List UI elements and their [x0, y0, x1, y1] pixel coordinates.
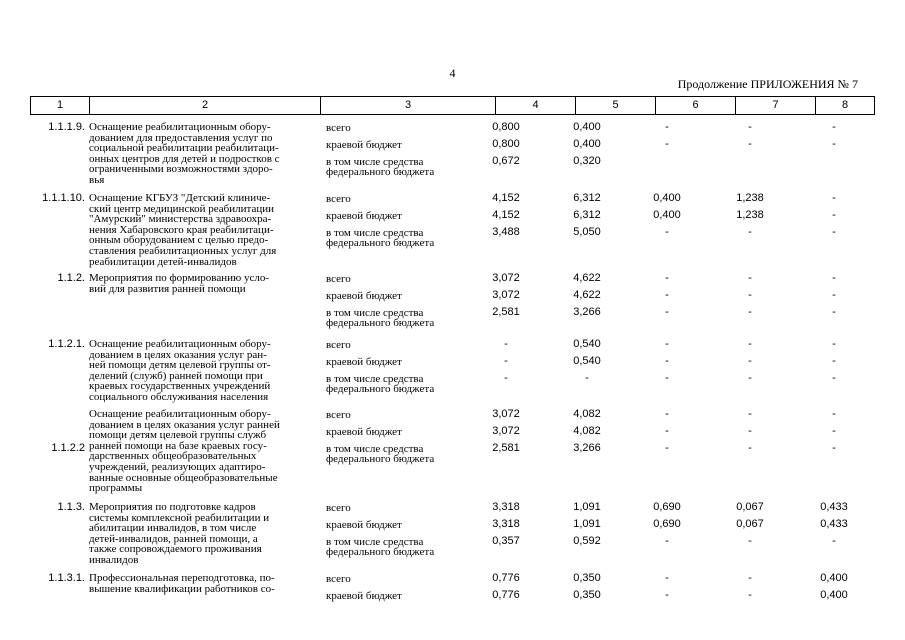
value-cell: 0,320 — [573, 155, 601, 167]
funding-source-label — [326, 537, 476, 557]
funding-line — [30, 408, 875, 422]
description-line: Оснащение реабилитационным обору- — [89, 338, 271, 350]
column-header: 1 — [31, 97, 90, 114]
description-line: ранней помощи на базе краевых госу- — [89, 439, 267, 452]
value-cell: - — [832, 372, 836, 384]
description-line: детей-инвалидов, ранней помощи, а — [89, 532, 258, 545]
value-cell: 0,357 — [492, 535, 520, 547]
funding-source-label — [326, 374, 476, 394]
value-cell: 0,776 — [492, 589, 520, 601]
value-cell: 0,400 — [820, 589, 848, 601]
value-cell: - — [665, 408, 669, 420]
value-cell: 3,072 — [492, 425, 520, 437]
value-cell: 0,540 — [573, 355, 601, 367]
appendix-caption: Продолжение ПРИЛОЖЕНИЯ № 7 — [677, 77, 858, 91]
description-line: учреждений, реализующих адаптиро- — [89, 460, 266, 473]
funding-source-label — [326, 123, 476, 133]
value-cell: - — [748, 535, 752, 547]
label-line: федерального бюджета — [326, 546, 435, 558]
value-cell: 1,238 — [736, 209, 764, 221]
value-cell: - — [832, 535, 836, 547]
value-cell: 4,152 — [492, 209, 520, 221]
value-cell: - — [665, 121, 669, 133]
value-cell: - — [665, 272, 669, 284]
value-cell: - — [665, 355, 669, 367]
column-header: 5 — [576, 97, 656, 114]
label-line: федерального бюджета — [326, 166, 435, 178]
label-line: краевой бюджет — [326, 210, 402, 222]
table-header — [30, 96, 875, 115]
value-cell: - — [665, 535, 669, 547]
funding-source-label — [326, 520, 476, 530]
value-cell: - — [665, 306, 669, 318]
label-line: всего — [326, 502, 351, 514]
funding-line — [30, 306, 875, 329]
funding-line — [30, 355, 875, 372]
description-line: ограниченными возможностями здоро- — [89, 163, 273, 176]
funding-source-label — [326, 194, 476, 204]
description-line: Оснащение реабилитационным обору- — [89, 121, 271, 133]
funding-source-label — [326, 211, 476, 221]
description-line: "Амурский" министерства здравоохра- — [89, 213, 272, 226]
value-cell: - — [665, 138, 669, 150]
label-line: краевой бюджет — [326, 590, 402, 602]
description-line: также сопровождаемого проживания — [89, 543, 262, 556]
value-cell: - — [832, 192, 836, 204]
funding-source-label — [326, 444, 476, 464]
row-code: 1.1.1.10. — [42, 192, 85, 204]
value-cell: 0,067 — [736, 518, 764, 530]
value-cell: - — [665, 425, 669, 437]
value-cell: - — [585, 372, 589, 384]
funding-line — [30, 272, 875, 286]
funding-line — [30, 289, 875, 303]
description-line: реабилитации детей-инвалидов — [89, 255, 237, 268]
label-line: всего — [326, 122, 351, 134]
funding-source-label — [326, 140, 476, 150]
value-cell: 0,800 — [492, 138, 520, 150]
label-line: краевой бюджет — [326, 519, 402, 531]
value-cell: 4,622 — [573, 272, 601, 284]
description-line: Оснащение реабилитационным обору- — [89, 408, 271, 420]
value-cell: - — [748, 226, 752, 238]
column-header: 8 — [841, 99, 849, 111]
value-cell: 0,400 — [653, 209, 681, 221]
value-cell: 3,266 — [573, 306, 601, 318]
label-line: в том числе средства — [326, 227, 424, 239]
value-cell: 0,433 — [820, 518, 848, 530]
description-line: Профессиональная переподготовка, по- — [89, 572, 275, 584]
description-line: социального обслуживания населения — [89, 390, 269, 403]
label-line: федерального бюджета — [326, 237, 435, 249]
value-cell: - — [832, 226, 836, 238]
value-cell: 0,400 — [573, 138, 601, 150]
funding-line — [30, 138, 875, 155]
value-cell: 0,350 — [573, 589, 601, 601]
funding-source-label — [326, 291, 476, 301]
value-cell: - — [665, 338, 669, 350]
value-cell: 0,400 — [820, 572, 848, 584]
funding-line — [30, 338, 875, 352]
funding-source-label — [326, 228, 476, 248]
value-cell: 0,400 — [573, 121, 601, 133]
value-cell: - — [748, 572, 752, 584]
funding-line — [30, 425, 875, 442]
funding-line — [30, 518, 875, 535]
description-line: Мероприятия по подготовке кадров — [89, 501, 256, 513]
description-line: дарственных общеобразовательных — [89, 450, 257, 463]
value-cell: - — [832, 138, 836, 150]
description-line: Мероприятия по формированию усло- — [89, 272, 270, 284]
funding-line — [30, 209, 875, 226]
value-cell: 1,238 — [736, 192, 764, 204]
value-cell: 0,690 — [653, 518, 681, 530]
description-line: Оснащение КГБУЗ "Детский клиниче- — [89, 192, 271, 204]
value-cell: 4,622 — [573, 289, 601, 301]
column-header: 3 — [321, 97, 496, 114]
value-cell: - — [748, 442, 752, 454]
label-line: краевой бюджет — [326, 426, 402, 438]
value-cell: - — [504, 338, 508, 350]
column-header: 4 — [496, 97, 576, 114]
description-line: ставления реабилитационных услуг для — [89, 244, 277, 257]
description-line: абилитации инвалидов, в том числе — [89, 522, 257, 535]
value-cell: 2,581 — [492, 306, 520, 318]
label-line: краевой бюджет — [326, 356, 402, 368]
row-code: 1.1.2.2 — [51, 442, 85, 454]
value-cell: 2,581 — [492, 442, 520, 454]
label-line: в том числе средства — [326, 156, 424, 168]
description-line: нения Хабаровского края реабилитаци- — [89, 223, 274, 236]
value-cell: - — [665, 572, 669, 584]
value-cell: 3,266 — [573, 442, 601, 454]
value-cell: - — [832, 338, 836, 350]
value-cell: 5,050 — [573, 226, 601, 238]
value-cell: - — [748, 272, 752, 284]
value-cell: 6,312 — [573, 209, 601, 221]
label-line: в том числе средства — [326, 536, 424, 548]
value-cell: 0,067 — [736, 501, 764, 513]
description-line: дованием для предоставления услуг по — [89, 131, 273, 144]
label-line: краевой бюджет — [326, 290, 402, 302]
label-line: всего — [326, 273, 351, 285]
value-cell: - — [665, 226, 669, 238]
description-line: дованием в целях оказания услуг ранней — [89, 418, 280, 431]
description-line: онным оборудованием с целью предо- — [89, 234, 269, 247]
value-cell: - — [504, 355, 508, 367]
label-line: федерального бюджета — [326, 383, 435, 395]
label-line: федерального бюджета — [326, 453, 435, 465]
value-cell: - — [832, 408, 836, 420]
value-cell: 0,400 — [653, 192, 681, 204]
funding-source-label — [326, 157, 476, 177]
value-cell: 1,091 — [573, 501, 601, 513]
value-cell: - — [748, 408, 752, 420]
funding-source-label — [326, 410, 476, 420]
row-code: 1.1.1.9. — [48, 121, 85, 133]
description-line: ней помощи детям целевой группы от- — [89, 359, 271, 372]
value-cell: - — [748, 289, 752, 301]
funding-source-label — [326, 274, 476, 284]
row-code: 1.1.3. — [57, 501, 85, 513]
value-cell: 3,072 — [492, 408, 520, 420]
description-line: помощи детям целевой группы служб — [89, 429, 267, 442]
value-cell: - — [665, 442, 669, 454]
value-cell: - — [832, 209, 836, 221]
value-cell: 3,072 — [492, 272, 520, 284]
value-cell: - — [832, 355, 836, 367]
value-cell: - — [832, 272, 836, 284]
column-header: 7 — [736, 97, 816, 114]
value-cell: - — [748, 589, 752, 601]
description-line: вий для развития ранней помощи — [89, 282, 246, 295]
description-line: программы — [89, 482, 143, 495]
funding-line — [30, 121, 875, 135]
funding-source-label — [326, 340, 476, 350]
description-line: делений (служб) ранней помощи при — [89, 369, 263, 382]
description-line: инвалидов — [89, 553, 139, 566]
value-cell: 0,592 — [573, 535, 601, 547]
funding-source-label — [326, 503, 476, 513]
value-cell: - — [748, 355, 752, 367]
value-cell: - — [832, 121, 836, 133]
value-cell: - — [832, 425, 836, 437]
label-line: в том числе средства — [326, 443, 424, 455]
row-code: 1.1.2. — [57, 272, 85, 284]
value-cell: 6,312 — [573, 192, 601, 204]
column-header: 6 — [656, 97, 736, 114]
value-cell: - — [748, 138, 752, 150]
value-cell: - — [504, 372, 508, 384]
row-code: 1.1.3.1. — [48, 572, 85, 584]
funding-source-label — [326, 357, 476, 367]
funding-line — [30, 192, 875, 206]
value-cell: 0,433 — [820, 501, 848, 513]
label-line: всего — [326, 409, 351, 421]
label-line: федерального бюджета — [326, 317, 435, 329]
value-cell: 4,152 — [492, 192, 520, 204]
value-cell: 4,082 — [573, 408, 601, 420]
value-cell: - — [832, 306, 836, 318]
row-code: 1.1.2.1. — [48, 338, 85, 350]
value-cell: - — [832, 289, 836, 301]
value-cell: 1,091 — [573, 518, 601, 530]
label-line: в том числе средства — [326, 373, 424, 385]
column-header: 2 — [90, 97, 321, 114]
value-cell: 3,318 — [492, 501, 520, 513]
value-cell: - — [748, 338, 752, 350]
description-line: системы комплексной реабилитации и — [89, 511, 270, 524]
value-cell: 3,318 — [492, 518, 520, 530]
value-cell: - — [665, 289, 669, 301]
description-line: вья — [89, 173, 105, 186]
funding-source-label — [326, 574, 476, 584]
value-cell: - — [832, 442, 836, 454]
description-line: ванные основные общеобразовательные — [89, 471, 278, 484]
label-line: краевой бюджет — [326, 139, 402, 151]
value-cell: 0,690 — [653, 501, 681, 513]
value-cell: 0,350 — [573, 572, 601, 584]
label-line: всего — [326, 339, 351, 351]
description-line: вышение квалификации работников со- — [89, 582, 275, 595]
funding-source-label — [326, 308, 476, 328]
label-line: всего — [326, 573, 351, 585]
value-cell: 0,540 — [573, 338, 601, 350]
funding-line — [30, 589, 875, 603]
description-line: социальной реабилитации реабилитаци- — [89, 142, 279, 155]
funding-source-label — [326, 427, 476, 437]
value-cell: - — [748, 306, 752, 318]
label-line: всего — [326, 193, 351, 205]
value-cell: - — [748, 372, 752, 384]
value-cell: - — [748, 425, 752, 437]
description-line: краевых государственных учреждений — [89, 380, 271, 393]
value-cell: 0,776 — [492, 572, 520, 584]
funding-source-label — [326, 591, 476, 601]
value-cell: 3,488 — [492, 226, 520, 238]
page-number: 4 — [449, 66, 456, 80]
label-line: в том числе средства — [326, 307, 424, 319]
funding-line — [30, 501, 875, 515]
description-line: дованием в целях оказания услуг ран- — [89, 348, 267, 361]
value-cell: - — [665, 372, 669, 384]
value-cell: 0,800 — [492, 121, 520, 133]
value-cell: - — [748, 121, 752, 133]
value-cell: 3,072 — [492, 289, 520, 301]
value-cell: 0,672 — [492, 155, 520, 167]
value-cell: 4,082 — [573, 425, 601, 437]
funding-line — [30, 572, 875, 586]
description-line: онных центров для детей и подростков с — [89, 152, 280, 165]
description-line: ский центр медицинской реабилитации — [89, 202, 274, 215]
value-cell: - — [665, 589, 669, 601]
